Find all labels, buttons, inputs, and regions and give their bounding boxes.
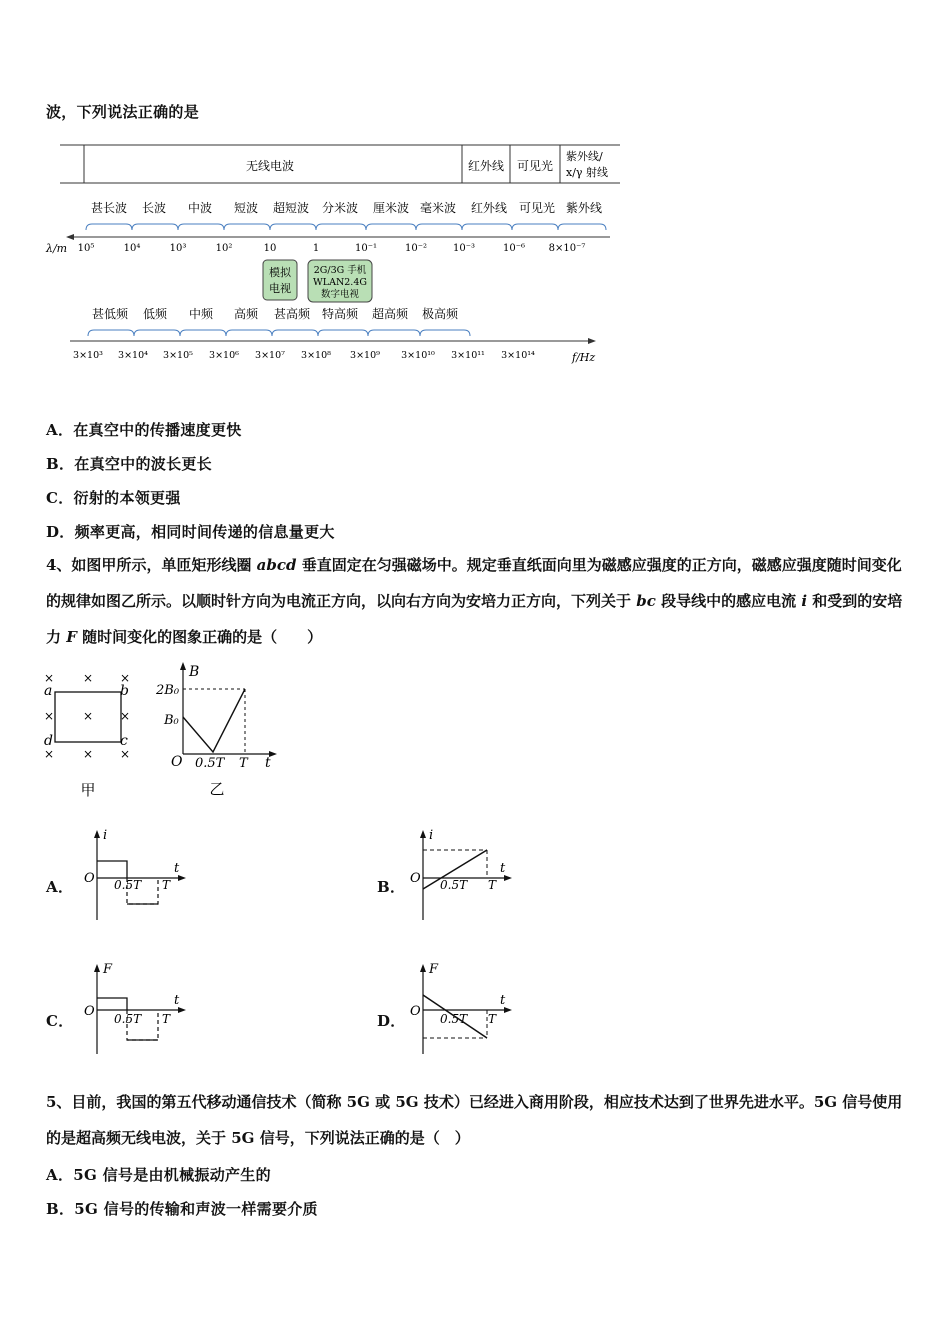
axis-t: t [265,755,271,771]
q4-option-a-label: A． [46,878,74,896]
callout1-line: 模拟 [269,266,291,279]
cross-mark: × [82,747,94,761]
cross-mark: × [43,747,55,761]
tick-half-T: 0.5T [114,1012,142,1026]
corner-b: b [120,683,129,699]
q4-F: F [66,628,77,646]
tick-T: T [488,1012,497,1026]
q4-bc: bc [636,592,656,610]
lambda-tick: 10⁻⁶ [502,243,526,254]
origin-O: O [410,1004,421,1019]
wave-name: 可见光 [518,201,556,215]
q4-abcd: abcd [256,556,297,574]
freq-name: 甚高频 [273,307,311,321]
wave-name: 短波 [233,201,259,215]
wave-name: 紫外线 [565,201,603,215]
cross-mark: × [119,747,131,761]
wave-name: 厘米波 [372,201,410,215]
wave-name: 中波 [187,201,213,215]
callout1-line: 电视 [269,282,291,295]
freq-tick: 3×10⁵ [163,350,193,361]
lambda-tick: 10² [215,243,233,254]
q4-part: 4、如图甲所示，单匝矩形线圈 [46,556,257,574]
cross-mark: × [119,709,131,723]
lambda-tick: 10³ [169,243,187,254]
freq-name: 高频 [233,307,259,321]
freq-tick: 3×10¹⁰ [401,350,435,361]
freq-name: 特高频 [321,307,359,321]
lambda-tick: 8×10⁻⁷ [548,243,586,254]
freq-label: f/Hz [572,351,596,364]
spectrum-figure [46,140,620,375]
cross-mark: × [82,671,94,685]
callout2-line: 数字电视 [320,289,360,300]
callout2-line: 2G/3G 手机 [313,265,367,276]
lambda-tick: 10⁵ [77,243,95,254]
axis-t: t [500,993,506,1008]
freq-tick: 3×10⁴ [118,350,148,361]
origin-O: O [410,871,421,886]
q4-option-d-label: D． [377,1012,406,1030]
axis-t: t [174,861,180,876]
graph-b [408,828,518,923]
tick-half-T: 0.5T [440,878,468,892]
origin-O: O [84,1004,95,1019]
axis-B: B [189,664,200,680]
axis-F: F [429,962,439,977]
tick-T: T [162,1012,171,1026]
freq-tick: 3×10⁹ [350,350,380,361]
freq-name: 超高频 [371,307,409,321]
q4-i: i [801,592,808,610]
q4-option-b-label: B． [377,878,406,896]
axis-t: t [500,861,506,876]
axis-i: i [103,828,108,843]
freq-name: 中频 [188,307,214,321]
cross-mark: × [82,709,94,723]
freq-name: 低频 [142,307,168,321]
wave-name: 长波 [141,201,167,215]
q5-stem: 5、目前，我国的第五代移动通信技术（简称 5G 或 5G 技术）已经进入商用阶段，相应技术达到了世界先进水平。5G 信号使用的是超高频无线电波，关于 5G 信号，下列说法正确的是（ ） [46,1093,903,1147]
tick-T: T [162,878,171,892]
graph-c [82,962,192,1057]
lambda-tick: 10 [263,243,277,254]
wave-name: 甚长波 [90,201,128,215]
tick-2B0: 2B₀ [156,683,180,698]
graph-d [408,962,518,1057]
cross-mark: × [43,671,55,685]
caption-yi: 乙 [209,780,225,798]
axis-F: F [103,962,113,977]
lambda-tick: 10⁻³ [452,243,476,254]
axis-i: i [429,828,434,843]
q4-option-c-label: C． [46,1012,74,1030]
caption-jia: 甲 [80,781,96,799]
tick-T: T [239,756,248,771]
freq-tick: 3×10³ [73,350,103,361]
freq-tick: 3×10⁸ [301,350,331,361]
freq-tick: 3×10¹⁴ [501,350,535,361]
lambda-tick: 10⁻¹ [354,243,378,254]
origin-O: O [84,871,95,886]
freq-name: 甚低频 [91,307,129,321]
callout2-line: WLAN2.4G [313,277,367,288]
tick-half-T: 0.5T [440,1012,468,1026]
cross-mark: × [43,709,55,723]
q3-option-d: D．频率更高，相同时间传递的信息量更大 [46,523,335,541]
q5-option-b: B．5G 信号的传输和声波一样需要介质 [46,1200,318,1218]
B-curve [183,689,245,752]
freq-tick: 3×10⁶ [209,350,239,361]
q3-option-c: C．衍射的本领更强 [46,489,181,507]
top-infrared: 红外线 [467,159,505,173]
q4-part: 随时间变化的图象正确的是（ ） [76,628,323,646]
freq-name: 极高频 [421,307,459,321]
lambda-tick: 1 [312,243,320,254]
corner-d: d [44,733,53,749]
lambda-tick: 10⁻² [404,243,428,254]
axis-t: t [174,993,180,1008]
tick-T: T [488,878,497,892]
wave-name: 超短波 [272,201,310,215]
wave-name: 红外线 [470,201,508,215]
q5-option-a: A．5G 信号是由机械振动产生的 [46,1166,271,1184]
figure-yi [155,662,285,797]
cross-mark: × [119,671,131,685]
q3-option-b: B．在真空中的波长更长 [46,455,212,473]
q4-part: 和受到的安培力 [46,592,903,646]
wave-name: 分米波 [321,201,359,215]
tick-half-T: 0.5T [114,878,142,892]
q4-part: 段导线中的感应电流 [655,592,802,610]
origin-O: O [171,754,183,770]
tick-B0: B₀ [164,713,179,728]
intro-text: 波，下列说法正确的是 [46,103,200,121]
lambda-tick: 10⁴ [123,243,141,254]
q4-part: 垂直固定在匀强磁场中。规定垂直纸面向里为磁感应强度的正方向，磁感应强度随时间变化的规律如图乙所示。以顺时针方向为电流正方向，以向右方向为安培力正方向，下列关于 [46,556,902,610]
top-radio: 无线电波 [245,159,295,173]
corner-c: c [120,733,128,749]
q4-stem [46,547,906,655]
lambda-label: λ/m [46,242,68,255]
corner-a: a [44,683,53,699]
top-xray: x/γ 射线 [566,166,608,179]
figure-jia [40,670,140,800]
top-visible: 可见光 [516,159,554,173]
top-uv: 紫外线/ [566,150,603,163]
freq-tick: 3×10⁷ [255,350,285,361]
graph-a [82,828,192,923]
wave-name: 毫米波 [419,201,457,215]
freq-tick: 3×10¹¹ [451,350,485,361]
tick-half-T: 0.5T [195,756,225,771]
q3-option-a: A．在真空中的传播速度更快 [46,421,242,439]
